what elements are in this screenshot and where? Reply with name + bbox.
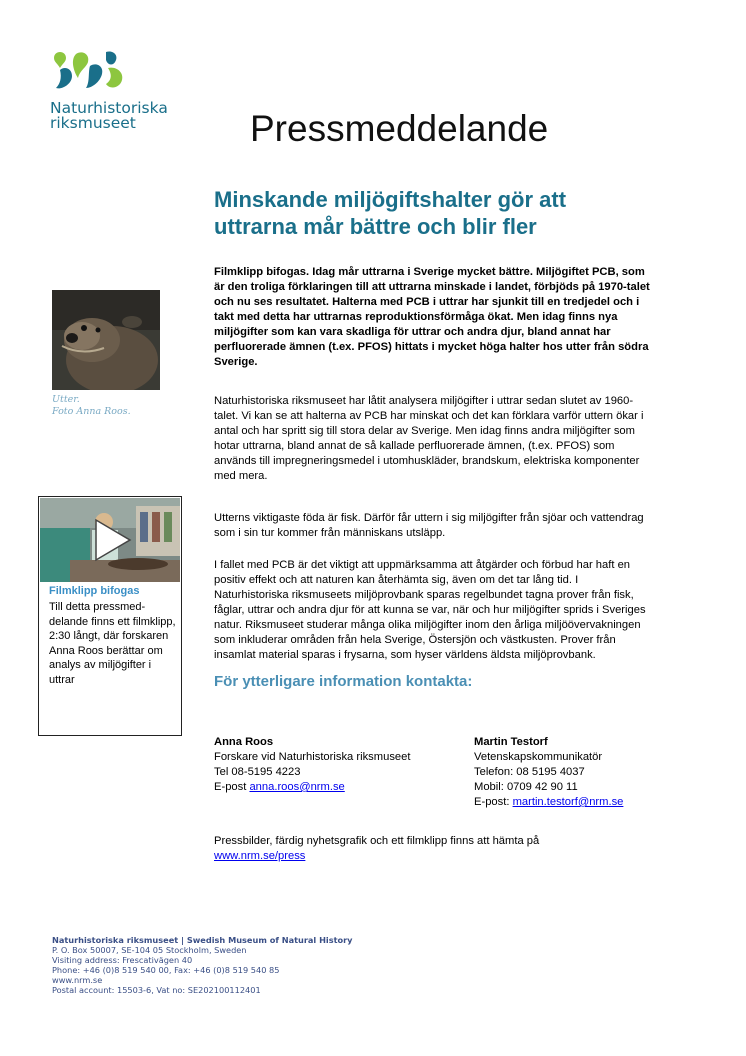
press-link[interactable]: www.nrm.se/press [214, 850, 306, 862]
footer-web: www.nrm.se [52, 975, 103, 985]
body-paragraph-2: Utterns viktigaste föda är fisk. Därför får uttern i sig miljögifter från sjöar och vattendrag som i sin tur kommer från människans utsläpp. [214, 512, 644, 539]
headline: Minskande miljögiftshalter gör att uttrarna mår bättre och blir fler [214, 187, 567, 239]
logo-mark-icon [50, 48, 128, 92]
contact-phone: Telefon: 08 5195 4037 [474, 766, 585, 778]
otter-photo [52, 290, 160, 390]
press-note [214, 834, 650, 864]
video-callout [38, 496, 182, 736]
video-description: Till detta pressmed-delande finns ett filmklipp, 2:30 långt, där forskaren Anna Roos berättar om analys av miljögifter i uttrar [49, 601, 176, 686]
contact-card-anna-roos [214, 735, 410, 795]
press-text: Pressbilder, färdig nyhetsgrafik och ett filmklipp finns att hämta på [214, 835, 540, 847]
photo-caption [52, 394, 131, 418]
email-label: E-post [214, 781, 247, 793]
footer-address: P. O. Box 50007, SE-104 05 Stockholm, Sweden [52, 945, 247, 955]
brand-line-1: Naturhistoriska [50, 99, 168, 117]
brand-line-2: riksmuseet [50, 114, 136, 132]
footer-phone: Phone: +46 (0)8 519 540 00, Fax: +46 (0)8 519 540 85 [52, 965, 280, 975]
contact-card-martin-testorf [474, 735, 623, 810]
logo [50, 48, 180, 131]
play-icon[interactable] [40, 498, 180, 582]
contact-role: Vetenskapskommunikatör [474, 751, 603, 763]
contact-email-row [214, 780, 410, 795]
footer [52, 935, 353, 995]
email-link[interactable]: martin.testorf@nrm.se [512, 796, 624, 808]
footer-postal: Postal account: 15503-6, Vat no: SE202100112401 [52, 985, 261, 995]
caption-line-2: Foto Anna Roos. [52, 406, 131, 417]
caption-line-1: Utter. [52, 394, 80, 405]
footer-org: Naturhistoriska riksmuseet | Swedish Museum of Natural History [52, 935, 353, 945]
video-title: Filmklipp bifogas [49, 585, 140, 597]
video-thumbnail[interactable] [40, 498, 180, 582]
footer-visiting: Visiting address: Frescativägen 40 [52, 955, 193, 965]
contact-mobile: Mobil: 0709 42 90 11 [474, 781, 578, 793]
contact-heading: För ytterligare information kontakta: [214, 673, 473, 690]
contact-name: Anna Roos [214, 736, 274, 748]
body-paragraph-3: I fallet med PCB är det viktigt att uppmärksamma att åtgärder och förbud har haft en positiv effekt och att naturen kan återhämta sig, även om det tar lång tid. I Naturhistoriska riksmuseets miljöprovbank sparas regelbundet tagna prover från fisk, fåglar, uttrar och andra djur för att kunna se var, när och hur miljögifter sprids i Sveriges natur. Riksmuseet studerar många olika miljögifter inom den årliga miljöövervakningen som inkluderar områden från hela Sverige, Östersjön och västkusten. Prover från insamlat material sparas i frysarna, som hyser världens äldsta miljöprovbank. [214, 559, 646, 661]
email-link[interactable]: anna.roos@nrm.se [249, 781, 345, 793]
contact-name: Martin Testorf [474, 736, 548, 748]
lead-paragraph: Filmklipp bifogas. Idag mår uttrarna i Sverige mycket bättre. Miljögiftet PCB, som är den troliga förklaringen till att uttrarna minskade i landet, förbjöds på 1970-talet och nu ses resultatet. Halterna med PCB i uttrar har sjunkit till en tredjedel och i takt med detta har uttrarnas reproduktionsförmåga ökat. Men idag finns nya miljögifter som kan vara skadliga för uttrar och andra djur, bland annat har perfluorerade ämnen (t.ex. PFOS) hittats i mycket höga halter hos utter från södra Sverige. [214, 266, 650, 368]
contact-phone: Tel 08-5195 4223 [214, 766, 301, 778]
body-paragraph-1: Naturhistoriska riksmuseet har låtit analysera miljögifter i uttrar sedan slutet av 1960-talet. Vi kan se att halterna av PCB har minskat och det kan förklara varför uttern ökar i antal och har spritt sig till stora delar av Sverige. Men idag finns andra miljögifter som hotar uttrarna, bland annat de så kallade perfluorerade ämnen, (t.ex. PFOS) som används till impregneringsmedel i utomhuskläder, brandskum, elektriska komponenter med mera. [214, 395, 644, 482]
email-label: E-post: [474, 796, 510, 808]
document-title: Pressmeddelande [250, 108, 549, 149]
contact-role: Forskare vid Naturhistoriska riksmuseet [214, 751, 411, 763]
contact-email-row [474, 795, 623, 810]
